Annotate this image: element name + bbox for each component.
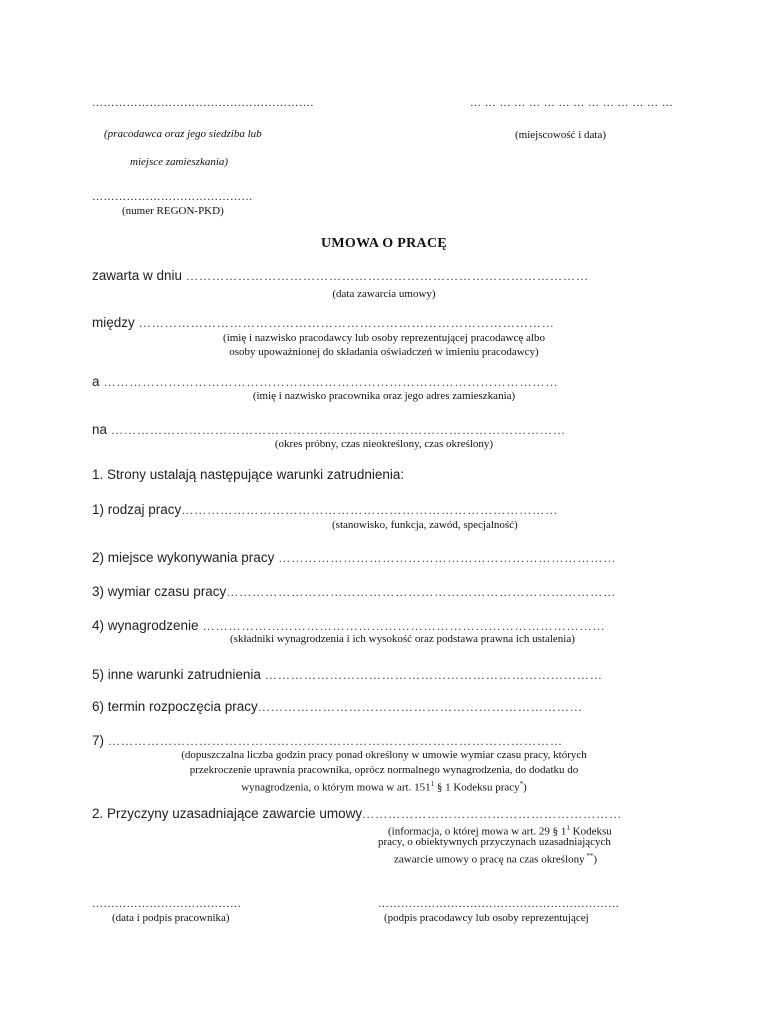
item5-line: [92, 666, 603, 684]
section2-caption-line2: pracy, o obiektywnych przyczynach uzasadniających: [378, 836, 611, 848]
item6-line: [92, 698, 583, 716]
date-line: [92, 267, 589, 285]
employee-dots: ……………………………………………………………………………………………: [103, 375, 559, 389]
date-label: zawarta w dniu: [92, 268, 183, 283]
employer-caption-line2: miejsce zamieszkania): [130, 156, 229, 168]
employee-signature-caption: (data i podpis pracownika): [112, 912, 230, 924]
date-caption: (data zawarcia umowy): [332, 288, 436, 300]
place-date-caption: (miejscowość i data): [515, 129, 607, 141]
item1-dots: ……………………………………………………………………………: [181, 503, 559, 517]
between-caption-line2: osoby upoważnionej do składania oświadczeń w imieniu pracodawcy): [229, 346, 539, 358]
regon-dots: ……………………………………: [92, 191, 253, 203]
between-dots: ……………………………………………………………………………………: [138, 316, 555, 330]
section2-heading: 2. Przyczyny uzasadniające zawarcie umowy: [92, 806, 363, 821]
place-date-dots: … … … … … … … … … … … … … …: [470, 97, 674, 109]
item4-label: 4) wynagrodzenie: [92, 618, 199, 633]
item7-caption-line1: (dopuszczalna liczba godzin pracy ponad określony w umowie wymiar czasu pracy, których: [181, 749, 587, 761]
item1-caption: (stanowisko, funkcja, zawód, specjalność): [332, 519, 518, 531]
item6-dots: …………………………………………………………………: [257, 700, 583, 714]
item7-caption-line3: wynagrodzenia, o którym mowa w art. $151^1$ § 1 Kodeksu pracy*): [241, 780, 527, 794]
between-line: [92, 314, 555, 332]
period-dots: ……………………………………………………………………………………………: [111, 423, 567, 437]
item5-label: 5) inne warunki zatrudnienia: [92, 667, 261, 682]
employer-caption-line1: (pracodawca oraz jego siedziba lub: [104, 128, 262, 140]
section2-caption-line3: zawarcie umowy o pracę na czas określony **): [394, 852, 597, 866]
employee-signature-dots: …………………………………: [92, 898, 242, 910]
section1-heading: 1. Strony ustalają następujące warunki zatrudnienia:: [92, 467, 405, 482]
between-label: między: [92, 315, 135, 330]
section2-caption-line1: (informacja, o której mowa w art. 29 § $1^1$ Kodeksu: [388, 824, 612, 838]
item5-dots: ……………………………………………………………………: [264, 668, 603, 682]
period-caption: (okres próbny, czas nieokreślony, czas określony): [274, 438, 494, 450]
section2-dots: ……………………………………………………: [362, 807, 623, 821]
employee-caption: (imię i nazwisko pracownika oraz jego adres zamieszkania): [252, 390, 516, 402]
item4-caption: (składniki wynagrodzenia i ich wysokość oraz podstawa prawna ich ustalenia): [230, 633, 575, 645]
regon-caption: (numer REGON-PKD): [122, 205, 224, 217]
item1-label: 1) rodzaj pracy: [92, 502, 182, 517]
employer-signature-dots: ………………………………………………………: [378, 898, 620, 910]
document-title: UMOWA O PRACĘ: [320, 236, 447, 251]
item1-line: [92, 501, 558, 519]
employer-dots: ………………………………………………….: [92, 97, 314, 109]
item7-dots: ……………………………………………………………………………………………: [108, 734, 564, 748]
item3-label: 3) wymiar czasu pracy: [92, 584, 227, 599]
item7-label: 7): [92, 733, 105, 748]
item3-line: [92, 583, 616, 601]
item2-label: 2) miejsce wykonywania pracy: [92, 550, 275, 565]
item7-caption-line2: przekroczenie uprawnia pracownika, oprócz normalnego wynagrodzenia, do dodatku do: [189, 764, 579, 776]
employer-signature-caption: (podpis pracodawcy lub osoby reprezentującej: [384, 912, 589, 924]
item2-dots: ……………………………………………………………………: [278, 551, 617, 565]
item6-label: 6) termin rozpoczęcia pracy: [92, 699, 258, 714]
date-dots: …………………………………………………………………………………: [186, 269, 590, 283]
item3-dots: ………………………………………………………………………………: [226, 585, 617, 599]
between-caption-line1: (imię i nazwisko pracodawcy lub osoby reprezentującej pracodawcę albo: [223, 332, 545, 344]
item4-dots: …………………………………………………………………………………: [202, 619, 606, 633]
item2-line: [92, 549, 616, 567]
period-label: na: [92, 422, 108, 437]
employee-label: a: [92, 374, 100, 389]
